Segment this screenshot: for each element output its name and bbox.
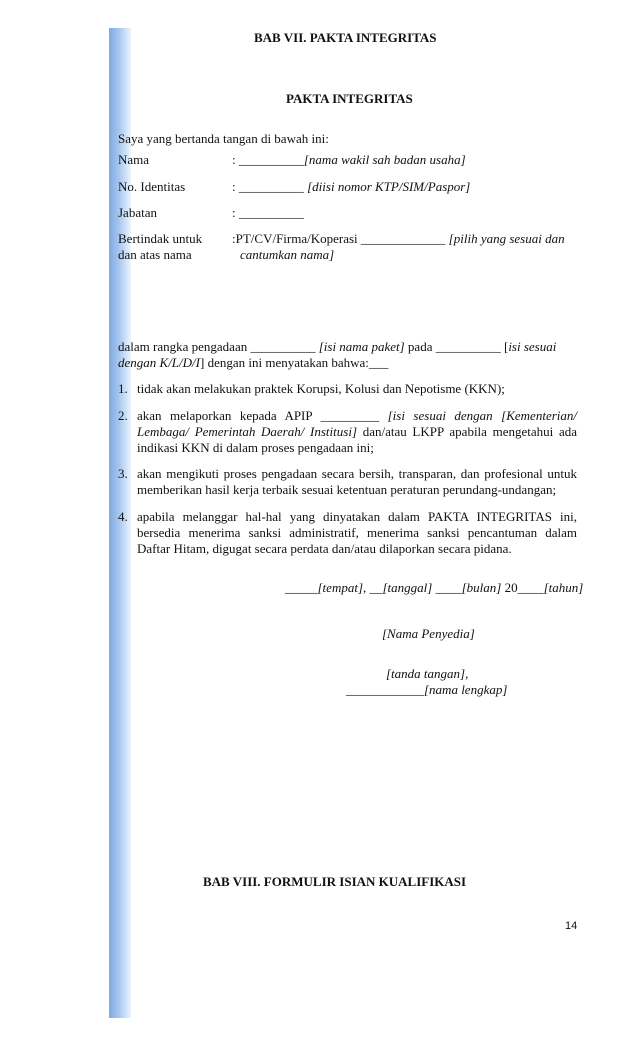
blank-line: ____ [435,580,462,595]
blank-line: __________ [238,205,304,220]
list-item-text: tidak akan melakukan praktek Korupsi, Kolusi dan Nepotisme (KKN); [137,381,505,396]
page-number: 14 [565,920,578,932]
list-item-line: Lembaga/ Pemerintah Daerah/ Institusi] dan/atau LKPP apabila mengetahui ada [137,424,577,439]
field-hint-bertindak-line2: cantumkan nama] [240,247,335,262]
intro-text: Saya yang bertanda tangan di bawah ini: [118,131,329,146]
field-value-jabatan: : __________ [232,205,304,220]
statement-line1: dalam rangka pengadaan __________ [isi nama paket] pada __________ [isi sesuai [118,339,557,354]
field-label-bertindak-line2: dan atas nama [118,247,192,262]
document-title: PAKTA INTEGRITAS [286,91,413,106]
list-item-text: akan mengikuti proses pengadaan secara bersih, transparan, dan profesional untuk memberikan hasil kerja terbaik sesuai ketentuan peraturan perundang-undangan; [137,466,577,497]
statement-line2: dengan K/L/D/I] dengan ini menyatakan bahwa:___ [118,355,389,370]
field-value-nama: : __________[nama wakil sah badan usaha] [232,152,466,167]
blank-line: _____________ [360,231,446,246]
field-value-bertindak: :PT/CV/Firma/Koperasi _____________ [pilih yang sesuai dan [232,231,565,246]
blank-line: __ [369,580,383,595]
blank-line: __________ [250,339,316,354]
list-item-line: indikasi KKN di dalam proses pengadaan ini; [137,440,374,455]
list-item-number: 4. [118,509,128,524]
field-hint: [nama wakil sah badan usaha] [303,152,466,167]
signature-provider: [Nama Penyedia] [382,626,475,641]
blank-line: __________ [435,339,501,354]
list-item-text: apabila melanggar hal-hal yang dinyatakan dalam PAKTA INTEGRITAS ini, bersedia menerima sanksi administratif, menerima sanksi pencantuman dalam Daftar Hitam, digugat secara perdata dan/atau dilaporkan secara pidana. [137,509,577,556]
field-label-jabatan: Jabatan [118,205,157,220]
list-item-number: 3. [118,466,128,481]
field-hint: [diisi nomor KTP/SIM/Paspor] [307,179,471,194]
blank-line: ___ [368,355,389,370]
next-chapter-title: BAB VIII. FORMULIR ISIAN KUALIFIKASI [203,874,467,889]
signature-sign: [tanda tangan], [386,666,469,681]
list-item-number: 2. [118,408,128,423]
blank-line: _____ [285,580,318,595]
field-label-identitas: No. Identitas [118,179,186,194]
blank-line: ____________ [346,682,424,697]
signature-date-line: _____[tempat], __[tanggal] ____[bulan] 20____[tahun] [285,580,584,595]
field-label-nama: Nama [118,152,150,167]
signature-name: ____________[nama lengkap] [346,682,508,697]
chapter-title: BAB VII. PAKTA INTEGRITAS [254,30,437,45]
list-item-line: akan melaporkan kepada APIP _________ [isi sesuai dengan [Kementerian/ [137,408,577,423]
blank-line: __________ [238,179,304,194]
field-value-identitas: : __________ [diisi nomor KTP/SIM/Paspor] [232,179,471,194]
blank-line: __________ [238,152,304,167]
blank-line: _________ [320,408,380,423]
list-item-number: 1. [118,381,128,396]
field-hint: [pilih yang sesuai dan [448,231,565,246]
field-label-bertindak-line1: Bertindak untuk [118,231,203,246]
